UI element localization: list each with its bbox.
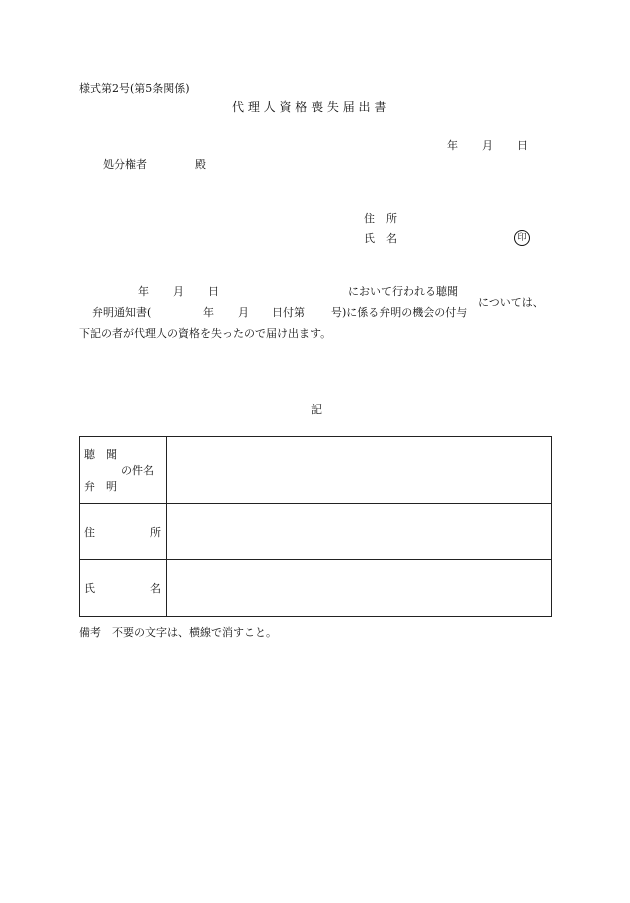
body-line1-text: において行われる聴聞: [348, 285, 458, 298]
address-label-cell: [80, 504, 167, 560]
body-line3: 下記の者が代理人の資格を失ったので届け出ます。: [79, 327, 332, 340]
body-line2-month: 月: [238, 306, 249, 319]
address-label-right: 所: [150, 526, 161, 539]
body-line1-day: 日: [208, 285, 219, 298]
table-row-case: [80, 437, 552, 504]
table-row-address: [80, 504, 552, 560]
body-line1-month: 月: [173, 285, 184, 298]
name-label-cell: [80, 560, 167, 617]
ki-heading: 記: [311, 403, 322, 416]
body-line2-start: 弁明通知書(: [92, 306, 152, 319]
addressee-suffix: 殿: [195, 158, 206, 171]
submitter-address-label: 住 所: [364, 212, 397, 225]
body-line2-year: 年: [203, 306, 214, 319]
case-label-middle: の件名: [121, 464, 154, 477]
submitter-name-label: 氏 名: [364, 232, 397, 245]
name-label-right: 名: [150, 582, 161, 595]
case-name-value-cell[interactable]: [167, 437, 552, 504]
table-row-name: [80, 560, 552, 617]
name-label-left: 氏: [84, 582, 95, 595]
body-line1-year: 年: [138, 285, 149, 298]
body-side-text: については、: [478, 296, 544, 309]
date-year: 年: [447, 139, 458, 152]
date-month: 月: [482, 139, 493, 152]
date-day: 日: [517, 139, 528, 152]
seal-mark: 印: [514, 230, 530, 246]
address-value-cell[interactable]: [167, 504, 552, 560]
body-line2-dated: 日付第: [272, 306, 305, 319]
name-value-cell[interactable]: [167, 560, 552, 617]
case-name-label-cell: [80, 437, 167, 504]
form-number: 様式第2号(第5条関係): [79, 82, 190, 95]
document-title: 代 理 人 資 格 喪 失 届 出 書: [232, 100, 387, 114]
case-label-bottom: 弁 明: [84, 480, 117, 493]
addressee-label: 処分権者: [103, 158, 147, 171]
case-label-top: 聴 聞: [84, 448, 117, 461]
note: 備考 不要の文字は、横線で消すこと。: [79, 626, 277, 639]
address-label-left: 住: [84, 526, 95, 539]
details-table: [79, 436, 552, 617]
body-line2-end: 号)に係る弁明の機会の付与: [331, 306, 468, 319]
